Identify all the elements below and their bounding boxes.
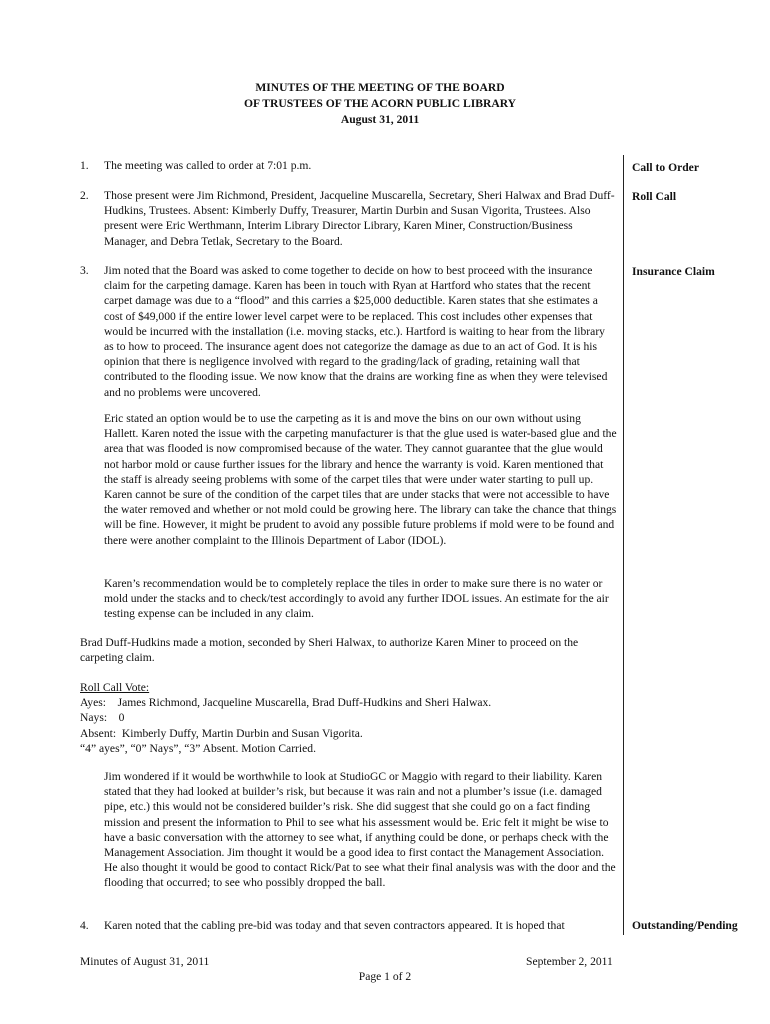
title-line-2: OF TRUSTEES OF THE ACORN PUBLIC LIBRARY (243, 97, 517, 110)
roll-call-vote (80, 680, 617, 756)
item-number: 1. (80, 159, 89, 172)
roll-call-nays: Nays: 0 (80, 711, 125, 725)
item-text: The meeting was called to order at 7:01 p.m. (104, 159, 312, 172)
paragraph-text: Karen’s recommendation would be to completely replace the tiles in order to make sure there is no water or mold under the stacks and to check/test accordingly to avoid any further IDOL issues. An estimate for the air testing expense can be included in any claim. (104, 577, 609, 621)
paragraph-jim (80, 769, 617, 891)
item-4 (80, 918, 617, 933)
paragraph-text: Eric stated an option would be to use the carpeting as it is and move the bins on our own without using Hallett. Karen noted the issue with the carpeting manufacturer is that the glue used is water-based glue and the area that was flooded is now compromised because of the water. They cannot guarantee that the glue would not harbor mold or cause further issues for the library and hence the warranty is void. Karen mentioned that the staff is already seeing problems with some of the carpet tiles that were under water starting to pull up. Karen cannot be sure of the condition of the carpet tiles that are under stacks that were not accessible to have the water removed and whether or not mold could be growing here. The library can take the chance that things will be fine. However, it might be prudent to avoid any possible future problems if mold were to be found and there were another complaint to the Illinois Department of Labor (IDOL). (104, 412, 617, 547)
margin-divider (623, 155, 624, 935)
side-heading-roll-call: Roll Call (632, 190, 677, 203)
item-number: 3. (80, 264, 89, 277)
roll-call-ayes: Ayes: James Richmond, Jacqueline Muscarella, Brad Duff-Hudkins and Sheri Halwax. (80, 696, 492, 710)
item-number: 4. (80, 919, 89, 932)
paragraph-text: Jim wondered if it would be worthwhile to look at StudioGC or Maggio with regard to their liability. Karen stated that they had looked at builder’s risk, but because it was rain and not a plumber’s issue (i.e. damaged pipe, etc.) this would not be considered builder’s risk. She did suggest that she could go on a fact finding mission and present the information to Phil to see what his assessment would be. Eric felt it might be wise to have a basic conversation with the attorney to see what, if anything could be done, or perhaps check with the Management Association. Jim thought it would be a good idea to first contact the Management Association. He also thought it would be good to contact Rick/Pat to see what their final analysis was with the door and the flooding that occurred; to see who possibly dropped the ball. (104, 770, 616, 890)
roll-call-absent: Absent: Kimberly Duffy, Martin Durbin and Susan Vigorita. (80, 726, 363, 740)
side-heading-outstanding-pending: Outstanding/Pending (632, 919, 738, 932)
side-heading-call-to-order: Call to Order (632, 161, 699, 174)
roll-call-result: “4” ayes”, “0” Nays”, “3” Absent. Motion Carried. (80, 741, 316, 755)
item-2 (80, 188, 617, 249)
paragraph-karen (80, 576, 617, 622)
item-1 (80, 158, 617, 173)
side-heading-insurance-claim: Insurance Claim (632, 265, 715, 278)
item-number: 2. (80, 189, 89, 202)
footer-left: Minutes of August 31, 2011 (80, 955, 210, 968)
page-number: Page 1 of 2 (358, 970, 412, 983)
paragraph-text: Brad Duff-Hudkins made a motion, seconded by Sheri Halwax, to authorize Karen Miner to proceed on the carpeting claim. (80, 636, 579, 665)
title-line-1: MINUTES OF THE MEETING OF THE BOARD (255, 81, 505, 94)
document-title (80, 80, 680, 128)
footer-right: September 2, 2011 (526, 955, 613, 968)
item-text: Jim noted that the Board was asked to come together to decide on how to best proceed with the insurance claim for the carpeting damage. Karen has been in touch with Ryan at Hartford who states that the recent carpet damage was due to a “flood” and this carries a $25,000 deductible. Karen states that she estimates a cost of $49,000 if the entire lower level carpet were to be replaced. This cost includes other expenses that would be incurred with the installation (i.e. moving stacks, etc.). Hartford is waiting to hear from the library as to how to proceed. The insurance agent does not categorize the damage as due to an act of God. It is his opinion that there is negligence involved with regard to the grading/lack of grading, retaining wall that contributed to the flooding issue. We now know that the drains are working fine as when they were televised and no problems were uncovered. (104, 264, 608, 399)
title-date: August 31, 2011 (340, 113, 420, 126)
motion-paragraph (80, 635, 617, 665)
item-text: Those present were Jim Richmond, President, Jacqueline Muscarella, Secretary, Sheri Halwax and Brad Duff-Hudkins, Trustees. Absent: Kimberly Duffy, Treasurer, Martin Durbin and Susan Vigorita, Trustees. Also present were Eric Werthmann, Interim Library Director Library, Karen Miner, Construction/Business Manager, and Debra Tetlak, Secretary to the Board. (104, 189, 615, 248)
paragraph-eric (80, 411, 617, 548)
roll-call-heading: Roll Call Vote: (80, 681, 150, 694)
item-3 (80, 263, 617, 400)
item-text: Karen noted that the cabling pre-bid was today and that seven contractors appeared. It is hoped that (104, 919, 565, 932)
